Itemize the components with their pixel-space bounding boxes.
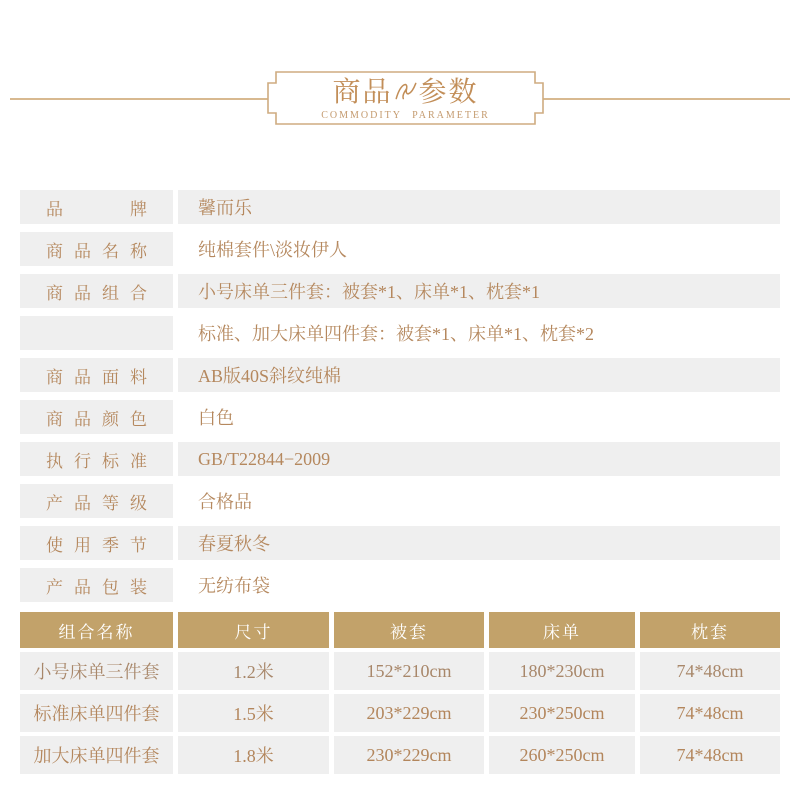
attribute-value: 纯棉套件\淡妆伊人: [198, 240, 348, 260]
attribute-value: 标准、加大床单四件套：被套*1、床单*1、枕套*2: [198, 324, 594, 344]
table-cell: 74*48cm: [640, 694, 780, 732]
table-cell: 230*250cm: [489, 694, 635, 732]
attribute-row-grade: [20, 484, 780, 518]
attribute-value: AB版40S斜纹纯棉: [178, 358, 780, 392]
table-cell: 74*48cm: [640, 736, 780, 774]
attributes-list: [20, 190, 780, 602]
attribute-row-name: [20, 232, 780, 266]
table-header-cell: 床单: [489, 612, 635, 648]
butterfly-flourish-icon: [393, 80, 419, 106]
attribute-row-combo: [20, 274, 780, 308]
attribute-row-combo-cont: [20, 316, 780, 350]
attribute-label: 品 牌: [20, 190, 173, 224]
attribute-row-package: [20, 568, 780, 602]
table-header-cell: 枕套: [640, 612, 780, 648]
table-cell: 74*48cm: [640, 652, 780, 690]
table-cell: 小号床单三件套: [20, 652, 173, 690]
header-title-group: [267, 71, 544, 125]
title-text-left: 商品: [332, 77, 393, 108]
attribute-label: 商 品 组 合: [20, 274, 173, 308]
attribute-label: 产 品 包 装: [20, 568, 173, 602]
attribute-value: 馨而乐: [178, 190, 780, 224]
table-cell: 203*229cm: [334, 694, 484, 732]
table-cell: 230*229cm: [334, 736, 484, 774]
attribute-value: GB/T22844−2009: [178, 442, 780, 476]
attribute-row-standard: [20, 442, 780, 476]
table-cell: 152*210cm: [334, 652, 484, 690]
attribute-label: 产 品 等 级: [20, 484, 173, 518]
attribute-value: 无纺布袋: [198, 576, 270, 596]
title-text-right: 参数: [418, 77, 479, 108]
attribute-label: 商 品 面 料: [20, 358, 173, 392]
size-table-header-row: [20, 612, 780, 648]
table-header-cell: 尺寸: [178, 612, 329, 648]
attribute-row-season: [20, 526, 780, 560]
attribute-row-fabric: [20, 358, 780, 392]
table-cell: 1.5米: [178, 694, 329, 732]
table-row: [20, 736, 780, 774]
attribute-value: 白色: [198, 408, 234, 428]
attribute-row-brand: [20, 190, 780, 224]
attribute-row-color: [20, 400, 780, 434]
table-cell: 260*250cm: [489, 736, 635, 774]
attribute-label: 商 品 颜 色: [20, 400, 173, 434]
attribute-value: 合格品: [198, 492, 252, 512]
attribute-label: 商 品 名 称: [20, 232, 173, 266]
table-cell: 标准床单四件套: [20, 694, 173, 732]
attribute-label: 执 行 标 准: [20, 442, 173, 476]
table-cell: 1.2米: [178, 652, 329, 690]
table-cell: 加大床单四件套: [20, 736, 173, 774]
table-cell: 180*230cm: [489, 652, 635, 690]
attribute-label-empty: [20, 316, 173, 350]
table-row: [20, 694, 780, 732]
header-subtitle: COMMODITY PARAMETER: [321, 110, 490, 122]
table-header-cell: 组合名称: [20, 612, 173, 648]
size-table: [20, 612, 780, 774]
attribute-value: 春夏秋冬: [178, 526, 780, 560]
attribute-value: 小号床单三件套：被套*1、床单*1、枕套*1: [178, 274, 780, 308]
table-cell: 1.8米: [178, 736, 329, 774]
section-header: [0, 0, 800, 160]
table-header-cell: 被套: [334, 612, 484, 648]
table-row: [20, 652, 780, 690]
page-title: [332, 78, 478, 107]
attribute-label: 使 用 季 节: [20, 526, 173, 560]
